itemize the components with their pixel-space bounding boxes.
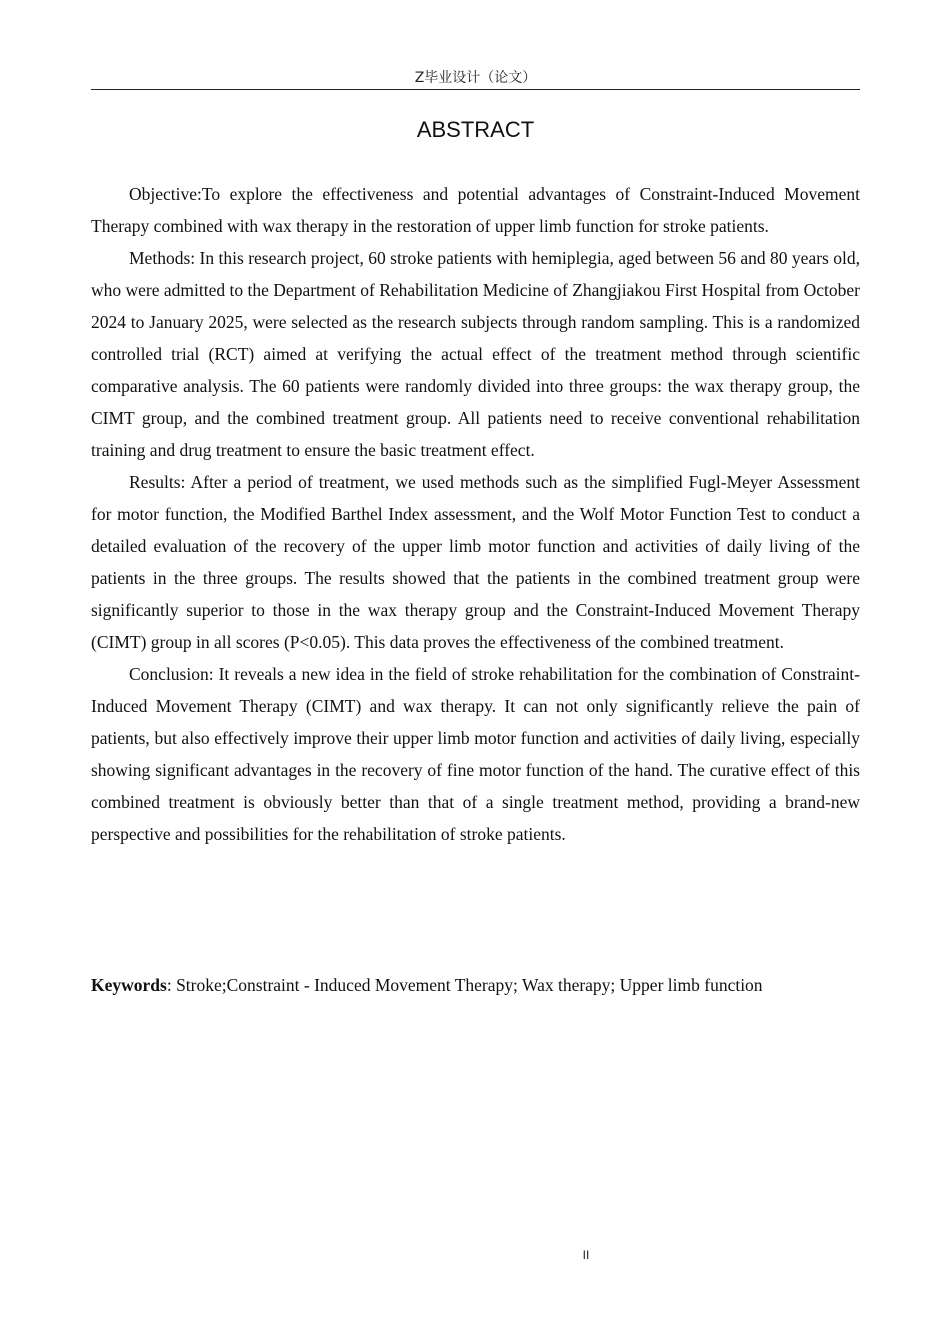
abstract-body	[91, 178, 860, 850]
methods-paragraph: Methods: In this research project, 60 stroke patients with hemiplegia, aged between 56 and 80 years old, who were admitted to the Department of Rehabilitation Medicine of Zhangjiakou First Hospital from October 2024 to January 2025, were selected as the research subjects through random sampling. This is a randomized controlled trial (RCT) aimed at verifying the actual effect of the treatment method through scientific comparative analysis. The 60 patients were randomly divided into three groups: the wax therapy group, the CIMT group, and the combined treatment group. All patients need to receive conventional rehabilitation training and drug treatment to ensure the basic treatment effect.	[91, 248, 860, 460]
conclusion-paragraph: Conclusion: It reveals a new idea in the field of stroke rehabilitation for the combination of Constraint-Induced Movement Therapy (CIMT) and wax therapy. It can not only significantly relieve the pain of patients, but also effectively improve their upper limb motor function and activities of daily living, especially showing significant advantages in the recovery of fine motor function of the hand. The curative effect of this combined treatment is obviously better than that of a single treatment method, providing a brand-new perspective and possibilities for the rehabilitation of stroke patients.	[91, 664, 860, 844]
keywords-line	[91, 969, 860, 1001]
abstract-title: ABSTRACT	[416, 117, 535, 142]
keywords-label: Keywords	[91, 975, 167, 995]
page-number: II	[582, 1248, 590, 1262]
results-paragraph: Results: After a period of treatment, we used methods such as the simplified Fugl-Meyer Assessment for motor function, the Modified Barthel Index assessment, and the Wolf Motor Function Test to conduct a detailed evaluation of the recovery of the upper limb motor function and activities of daily living of the patients in the three groups. The results showed that the patients in the combined treatment group were significantly superior to those in the wax therapy group and the Constraint-Induced Movement Therapy (CIMT) group in all scores (P<0.05). This data proves the effectiveness of the combined treatment.	[91, 472, 860, 652]
page-header: Z毕业设计（论文）	[91, 68, 860, 90]
keywords-text: : Stroke;Constraint - Induced Movement Therapy; Wax therapy; Upper limb function	[166, 975, 763, 995]
objective-paragraph: Objective:To explore the effectiveness and potential advantages of Constraint-Induced Movement Therapy combined with wax therapy in the restoration of upper limb function for stroke patients.	[91, 184, 860, 236]
